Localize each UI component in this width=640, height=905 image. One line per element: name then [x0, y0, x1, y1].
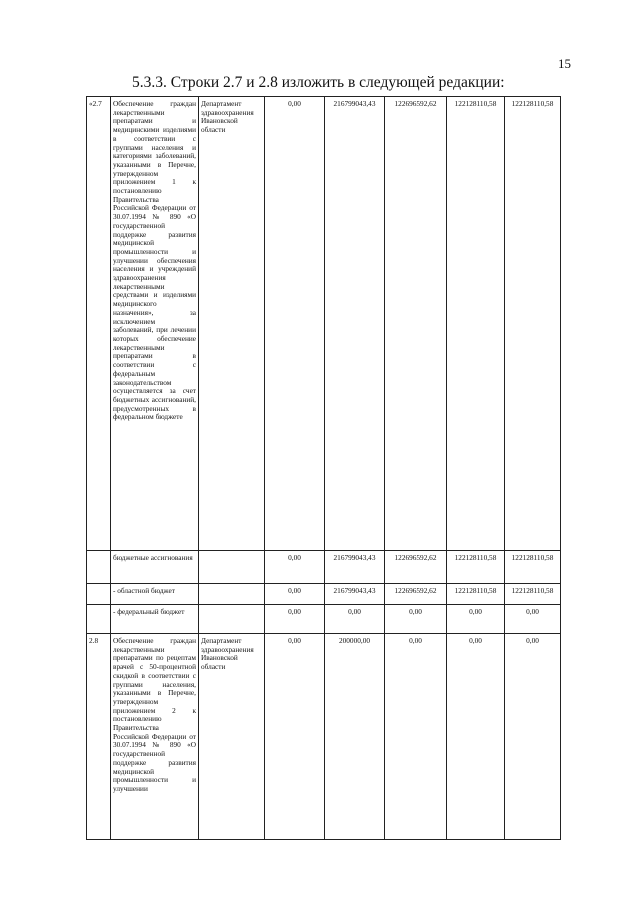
- value-cell: 0,00: [325, 605, 385, 634]
- value-cell: 0,00: [265, 634, 325, 840]
- value-cell: 0,00: [447, 634, 505, 840]
- value-cell: 122696592,62: [385, 584, 447, 605]
- value-cell: 122128110,58: [447, 584, 505, 605]
- value-cell: 0,00: [505, 634, 561, 840]
- value-cell: 122696592,62: [385, 97, 447, 551]
- row-description: бюджетные ассигнования: [111, 551, 199, 584]
- row-description: - областной бюджет: [111, 584, 199, 605]
- row-number: [87, 605, 111, 634]
- row-description: Обеспечение граждан лекарственными препаратами по рецептам врачей с 50-процентной скидкой в соответствии с группами населения, указанными в Перечне, утвержденном приложением 2 к постановлению Правительства Российской Федерации от 30.07.1994 № 890 «О государственной поддержке развития медицинской промышленности и улучшении: [111, 634, 199, 840]
- row-description: Обеспечение граждан лекарственными препаратами и медицинскими изделиями в соответствии с группами населения и категориями заболеваний, указанными в Перечне, утвержденном приложением 1 к постановлению Правительства Российской Федерации от 30.07.1994 № 890 «О государственной поддержке развития медицинской промышленности и улучшении обеспечения населения и учреждений здравоохранения лекарственными средствами и изделиями медицинского назначения», за исключением заболеваний, при лечении которых обеспечение лекарственными препаратами в соответствии с федеральным законодательством осуществляется за счет бюджетных ассигнований, предусмотренных в федеральном бюджете: [111, 97, 199, 551]
- page-number: 15: [558, 56, 571, 71]
- budget-table: [86, 96, 561, 840]
- value-cell: 216799043,43: [325, 551, 385, 584]
- row-executor: Департамент здравоохранения Ивановской области: [199, 634, 265, 840]
- row-executor: Департамент здравоохранения Ивановской области: [199, 97, 265, 551]
- table-row-regional-budget: [87, 584, 561, 605]
- row-executor: [199, 605, 265, 634]
- value-cell: 0,00: [385, 634, 447, 840]
- value-cell: 122128110,58: [505, 584, 561, 605]
- row-description: - федеральный бюджет: [111, 605, 199, 634]
- value-cell: 122128110,58: [505, 97, 561, 551]
- value-cell: 200000,00: [325, 634, 385, 840]
- row-executor: [199, 551, 265, 584]
- value-cell: 0,00: [447, 605, 505, 634]
- value-cell: 0,00: [385, 605, 447, 634]
- value-cell: 122128110,58: [447, 551, 505, 584]
- value-cell: 0,00: [265, 584, 325, 605]
- value-cell: 216799043,43: [325, 97, 385, 551]
- value-cell: 216799043,43: [325, 584, 385, 605]
- row-number: [87, 551, 111, 584]
- table-row-federal-budget: [87, 605, 561, 634]
- table-row-2-7: [87, 97, 561, 551]
- value-cell: 0,00: [265, 97, 325, 551]
- section-heading: 5.3.3. Строки 2.7 и 2.8 изложить в следующей редакции:: [132, 74, 505, 91]
- value-cell: 0,00: [265, 605, 325, 634]
- row-number: «2.7: [87, 97, 111, 551]
- value-cell: 122128110,58: [447, 97, 505, 551]
- row-number: 2.8: [87, 634, 111, 840]
- value-cell: 122128110,58: [505, 551, 561, 584]
- table-row-budget-allocations: [87, 551, 561, 584]
- table-row-2-8: [87, 634, 561, 840]
- row-number: [87, 584, 111, 605]
- value-cell: 0,00: [265, 551, 325, 584]
- row-executor: [199, 584, 265, 605]
- value-cell: 0,00: [505, 605, 561, 634]
- value-cell: 122696592,62: [385, 551, 447, 584]
